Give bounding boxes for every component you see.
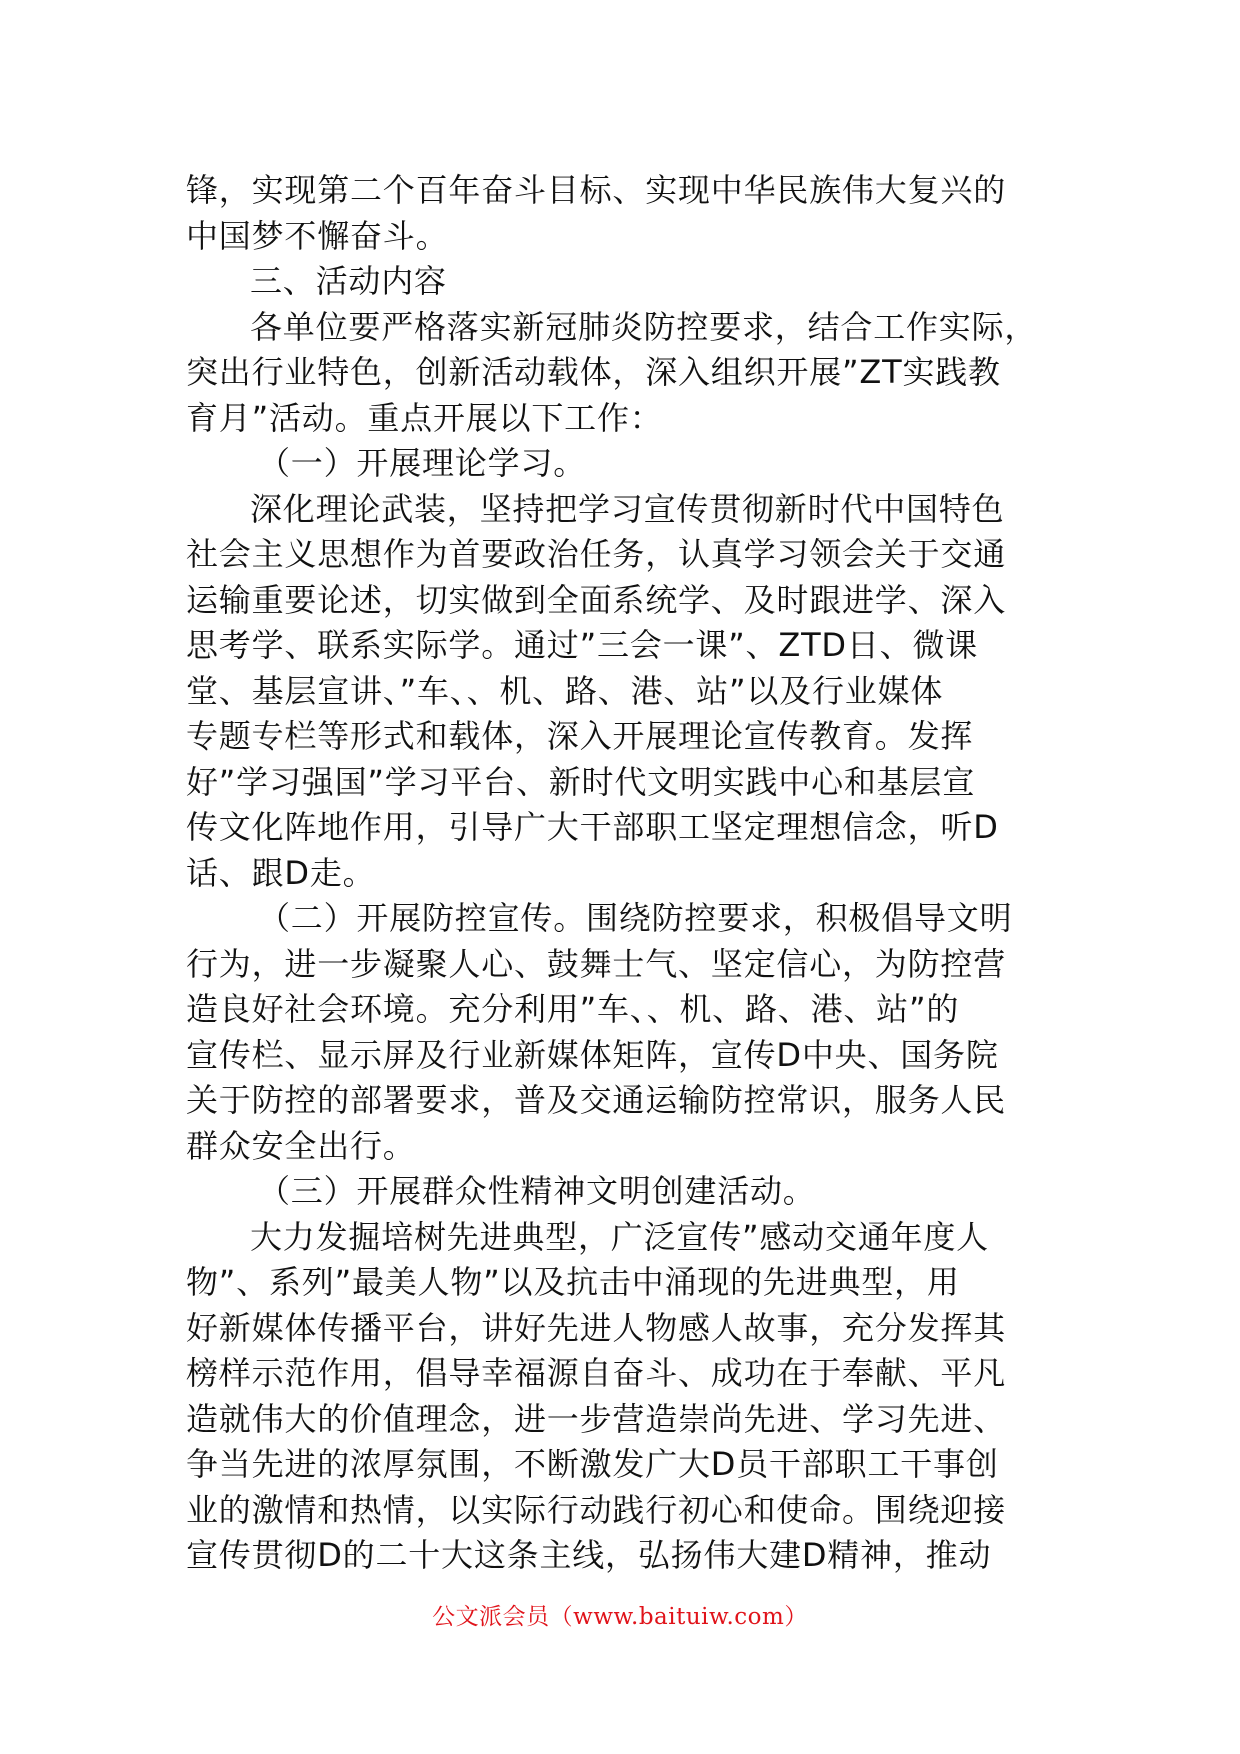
text-line: 造良好社会环境。充分利用”车、、机、路、港、站”的 xyxy=(186,990,960,1028)
text-line: 榜样示范作用，倡导幸福源自奋斗、成功在于奉献、平凡 xyxy=(186,1354,1007,1392)
text-line: 争当先进的浓厚氛围，不断激发广大D员干部职工干事创 xyxy=(186,1445,999,1483)
text-line: 业的激情和热情，以实际行动践行初心和使命。围绕迎接 xyxy=(186,1490,1007,1529)
text-line: 群众安全出行。 xyxy=(186,1126,416,1165)
text-line: 物”、系列”最美人物”以及抗击中涌现的先进典型，用 xyxy=(186,1263,960,1301)
text-line: 堂、基层宣讲、”车、、机、路、港、站”以及行业媒体 xyxy=(186,671,944,710)
text-line: 中国梦不懈奋斗。 xyxy=(186,216,449,255)
text-line: 好”学习强国”学习平台、新时代文明实践中心和基层宣 xyxy=(186,762,976,801)
text-line: 锋，实现第二个百年奋斗目标、实现中华民族伟大复兴的 xyxy=(186,171,1007,209)
text-line: 育月”活动。重点开展以下工作： xyxy=(186,398,663,437)
text-line: 专题专栏等形式和载体，深入开展理论宣传教育。发挥 xyxy=(186,717,974,755)
text-line: 宣传贯彻D的二十大这条主线，弘扬伟大建D精神，推动 xyxy=(186,1536,992,1574)
text-line: 好新媒体传播平台，讲好先进人物感人故事，充分发挥其 xyxy=(186,1308,1007,1347)
subsection-heading: （三）开展群众性精神文明创建活动。 xyxy=(258,1172,816,1210)
text-line: 宣传栏、显示屏及行业新媒体矩阵，宣传D中央、国务院 xyxy=(186,1035,999,1074)
subsection-heading: （二）开展防控宣传。围绕防控要求，积极倡导文明 xyxy=(258,899,1013,937)
text-line: 社会主义思想作为首要政治任务，认真学习领会关于交通 xyxy=(186,535,1007,573)
text-line: 运输重要论述，切实做到全面系统学、及时跟进学、深入 xyxy=(186,580,1007,619)
section-heading: 三、活动内容 xyxy=(250,262,447,300)
text-line: 突出行业特色，创新活动载体，深入组织开展”ZT实践教 xyxy=(186,353,1001,391)
text-line: 造就伟大的价值理念，进一步营造崇尚先进、学习先进、 xyxy=(186,1399,1007,1438)
paragraph-start: 各单位要严格落实新冠肺炎防控要求，结合工作实际， xyxy=(250,307,1038,346)
text-line: 行为，进一步凝聚人心、鼓舞士气、坚定信心，为防控营 xyxy=(186,944,1007,983)
paragraph-start: 深化理论武装，坚持把学习宣传贯彻新时代中国特色 xyxy=(250,489,1005,528)
document-body xyxy=(186,168,1076,1579)
text-line: 思考学、联系实际学。通过”三会一课”、ZTD日、微课 xyxy=(186,626,979,664)
footer-watermark: 公文派会员（www.baituiw.com） xyxy=(432,1604,808,1630)
subsection-heading: （一）开展理论学习。 xyxy=(258,444,587,482)
text-line: 话、跟D走。 xyxy=(186,853,376,892)
paragraph-start: 大力发掘培树先进典型，广泛宣传”感动交通年度人 xyxy=(250,1217,989,1256)
text-line: 传文化阵地作用，引导广大干部职工坚定理想信念，听D xyxy=(186,808,999,846)
text-line: 关于防控的部署要求，普及交通运输防控常识，服务人民 xyxy=(186,1081,1007,1119)
